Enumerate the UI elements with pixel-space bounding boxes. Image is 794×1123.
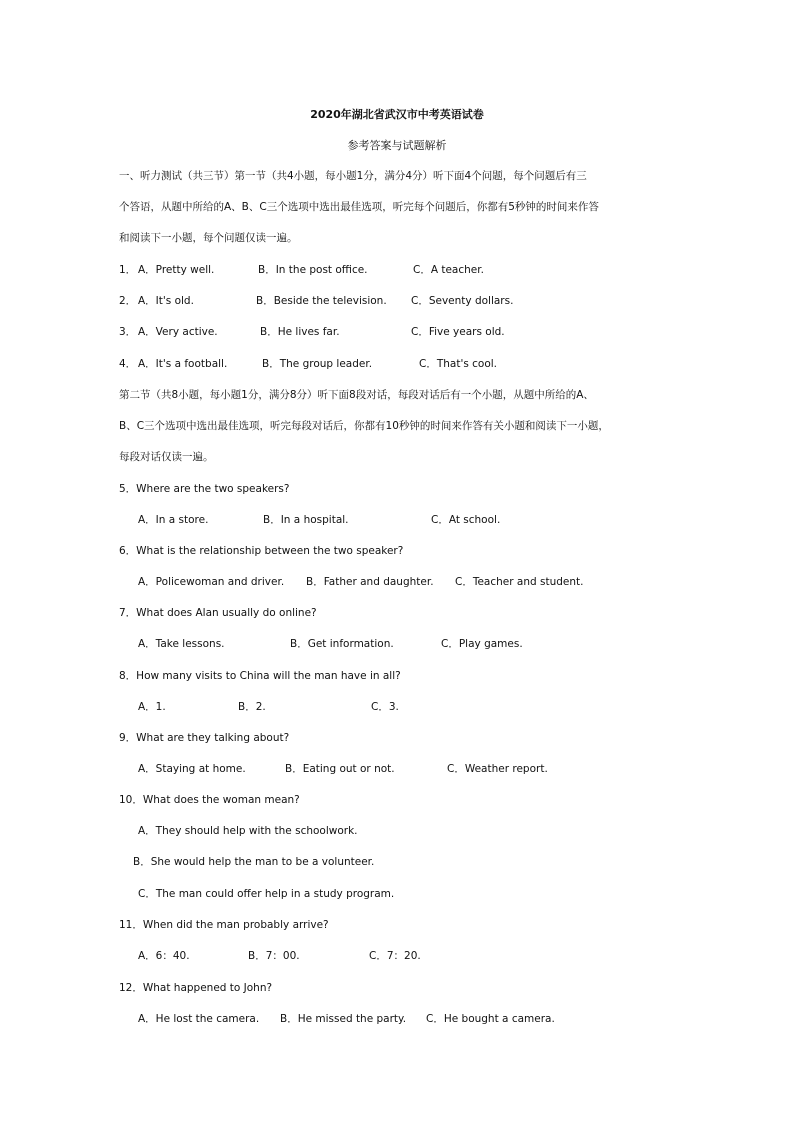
option-b: B．2. — [238, 701, 266, 713]
document-subtitle: 参考答案与试题解析 — [347, 139, 447, 152]
option-b: B．Beside the television. — [256, 295, 387, 307]
question-number: 4． — [119, 358, 137, 370]
option-b: B．Father and daughter. — [306, 576, 434, 588]
option-b: B．She would help the man to be a volunteer. — [133, 856, 375, 868]
option-c: C．The man could offer help in a study program. — [138, 888, 395, 900]
option-b: B．Eating out or not. — [285, 763, 395, 775]
question-number: 1． — [119, 264, 137, 276]
question-text: 8．How many visits to China will the man have in all? — [119, 670, 401, 682]
question-text: 5．Where are the two speakers? — [119, 483, 290, 495]
section2-instruction-line: 第二节（共8小题，每小题1分，满分8分）听下面8段对话，每段对话后有一个小题，从题中所给的A、 — [119, 389, 594, 401]
document-title: 2020年湖北省武汉市中考英语试卷 — [310, 108, 484, 121]
option-c: C．Teacher and student. — [455, 576, 584, 588]
option-c: C．Seventy dollars. — [411, 295, 514, 307]
option-b: B．7：00. — [248, 950, 300, 962]
section1-instruction-line: 和阅读下一小题，每个问题仅读一遍。 — [119, 232, 298, 244]
question-number: 3． — [119, 326, 137, 338]
question-text: 11．When did the man probably arrive? — [119, 919, 329, 931]
option-a: A．Staying at home. — [138, 763, 246, 775]
option-a: A．It's a football. — [138, 358, 228, 370]
option-c: C．7：20. — [369, 950, 421, 962]
section2-instruction-line: B、C三个选项中选出最佳选项，听完每段对话后，你都有10秒钟的时间来作答有关小题和阅读下一小题， — [119, 420, 609, 432]
section1-instruction-line: 个答语，从题中所给的A、B、C三个选项中选出最佳选项，听完每个问题后，你都有5秒钟的时间来作答 — [119, 201, 599, 213]
question-text: 6．What is the relationship between the two speaker? — [119, 545, 404, 557]
option-c: C．He bought a camera. — [426, 1013, 555, 1025]
question-number: 2． — [119, 295, 137, 307]
option-a: A．In a store. — [138, 514, 209, 526]
question-text: 9．What are they talking about? — [119, 732, 290, 744]
option-c: C．A teacher. — [413, 264, 484, 276]
option-a: A．Pretty well. — [138, 264, 215, 276]
section2-instruction-line: 每段对话仅读一遍。 — [119, 451, 214, 463]
option-a: A．6：40. — [138, 950, 190, 962]
option-c: C．Play games. — [441, 638, 523, 650]
option-c: C．At school. — [431, 514, 501, 526]
option-a: A．It's old. — [138, 295, 194, 307]
question-text: 10．What does the woman mean? — [119, 794, 300, 806]
question-text: 12．What happened to John? — [119, 982, 273, 994]
option-a: A．He lost the camera. — [138, 1013, 260, 1025]
option-c: C．Five years old. — [411, 326, 505, 338]
section1-instruction-line: 一、听力测试（共三节）第一节（共4小题，每小题1分，满分4分）听下面4个问题，每个问题后有三 — [119, 170, 587, 182]
option-b: B．He lives far. — [260, 326, 340, 338]
option-a: A．They should help with the schoolwork. — [138, 825, 358, 837]
option-b: B．In the post office. — [258, 264, 368, 276]
option-b: B．The group leader. — [262, 358, 373, 370]
option-c: C．Weather report. — [447, 763, 548, 775]
option-a: A．1. — [138, 701, 166, 713]
question-text: 7．What does Alan usually do online? — [119, 607, 317, 619]
option-b: B．Get information. — [290, 638, 394, 650]
option-b: B．He missed the party. — [280, 1013, 407, 1025]
option-b: B．In a hospital. — [263, 514, 349, 526]
option-c: C．3. — [371, 701, 399, 713]
option-c: C．That's cool. — [419, 358, 498, 370]
option-a: A．Take lessons. — [138, 638, 225, 650]
option-a: A．Very active. — [138, 326, 218, 338]
option-a: A．Policewoman and driver. — [138, 576, 285, 588]
